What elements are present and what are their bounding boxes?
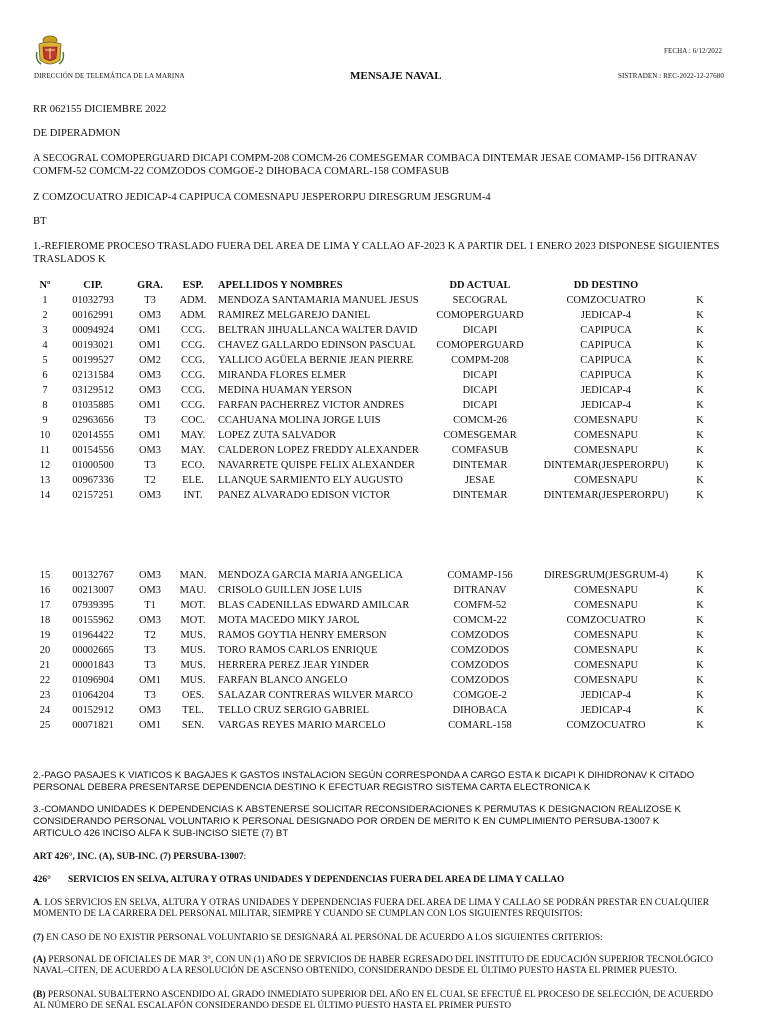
row-grade: OM1: [139, 400, 161, 411]
table-row: [30, 353, 720, 368]
row-cip: 00154556: [72, 445, 114, 456]
row-cip: 00002665: [72, 645, 114, 656]
row-number: 4: [42, 340, 48, 351]
row-specialty: MUS.: [180, 630, 206, 641]
row-specialty: MAN.: [179, 570, 207, 581]
table-row: [30, 613, 720, 628]
row-number: 14: [39, 490, 51, 501]
row-current-unit: DIHOBACA: [452, 705, 508, 716]
row-name: MIRANDA FLORES ELMER: [218, 370, 347, 381]
row-cip: 07939395: [72, 600, 114, 611]
row-current-unit: COMZODOS: [450, 645, 510, 656]
row-grade: T3: [144, 460, 156, 471]
row-number: 25: [39, 720, 51, 731]
row-specialty: MOT.: [180, 600, 206, 611]
item3-line-1: 3.-COMANDO UNIDADES K DEPENDENCIAS K ABSTENERSE SOLICITAR RECONSIDERACIONES K PERMUTAS K DESIGNACION REALIZOSE K: [33, 804, 681, 815]
row-specialty: CCG.: [181, 400, 205, 411]
row-cip: 03129512: [72, 385, 114, 396]
clause-a-text: . LOS SERVICIOS EN SELVA, ALTURA Y OTRAS UNIDADES Y DEPENDENCIAS FUERA DEL AREA DE LIMA Y CALLAO SE PODRÁN PRESTAR EN CUALQUIER: [39, 898, 709, 908]
row-destination-unit: CAPIPUCA: [580, 370, 632, 381]
table-body-b: [30, 568, 720, 733]
table-row: [30, 598, 720, 613]
row-grade: OM3: [139, 445, 161, 456]
subclause-a-line-1: [33, 955, 713, 967]
row-cip: 00967336: [72, 475, 114, 486]
row-cip: 00155962: [72, 615, 114, 626]
row-grade: OM3: [139, 570, 161, 581]
row-destination-unit: JEDICAP-4: [580, 705, 632, 716]
row-grade: OM1: [139, 325, 161, 336]
row-name: CHAVEZ GALLARDO EDINSON PASCUAL: [218, 340, 416, 351]
article-reference-bold: ART 426°, INC. (A), SUB-INC. (7) PERSUBA-13007: [33, 852, 244, 862]
subclause-b-line-1: [33, 990, 713, 1002]
table-row: [30, 443, 720, 458]
row-name: YALLICO AGÜELA BERNIE JEAN PIERRE: [218, 355, 414, 366]
row-cip: 00094924: [72, 325, 114, 336]
subclause-a-line-2: NAVAL–CITEN, DE ACUERDO A LA RESOLUCIÓN DE ASCENSO OBTENIDO, CONSIDERANDO DESDE EL ÚLTIMO PUESTO HASTA EL PRIMER PUESTO.: [33, 966, 677, 976]
date-label: FECHA : 6/12/2022: [664, 47, 723, 55]
row-number: 19: [39, 630, 51, 641]
row-destination-unit: COMESNAPU: [573, 675, 639, 686]
row-specialty: INT.: [183, 490, 203, 501]
row-k: K: [696, 310, 704, 321]
table-row: [30, 583, 720, 598]
row-name: MENDOZA GARCIA MARIA ANGELICA: [218, 570, 404, 581]
row-destination-unit: COMESNAPU: [573, 430, 639, 441]
row-grade: OM3: [139, 385, 161, 396]
row-number: 9: [42, 415, 48, 426]
subclause-7-text: EN CASO DE NO EXISTIR PERSONAL VOLUNTARIO SE DESIGNARÁ AL PERSONAL DE ACUERDO A LOS SIGUIENTES CRITERIOS:: [43, 933, 603, 943]
row-k: K: [696, 325, 704, 336]
row-name: TELLO CRUZ SERGIO GABRIEL: [218, 705, 369, 716]
row-number: 18: [39, 615, 51, 626]
row-specialty: CCG.: [181, 370, 205, 381]
row-name: LOPEZ ZUTA SALVADOR: [218, 430, 337, 441]
row-k: K: [696, 460, 704, 471]
row-k: K: [696, 295, 704, 306]
row-number: 11: [39, 445, 50, 456]
row-k: K: [696, 415, 704, 426]
row-specialty: CCG.: [181, 325, 205, 336]
row-destination-unit: COMESNAPU: [573, 630, 639, 641]
table-row: [30, 673, 720, 688]
table-body-a: [30, 293, 720, 503]
row-specialty: TEL.: [182, 705, 204, 716]
table-row: [30, 628, 720, 643]
row-grade: OM3: [139, 705, 161, 716]
row-current-unit: COMGOE-2: [453, 690, 507, 701]
row-k: K: [696, 400, 704, 411]
row-cip: 00213007: [72, 585, 114, 596]
row-grade: OM3: [139, 490, 161, 501]
table-row: [30, 458, 720, 473]
row-grade: T2: [144, 630, 156, 641]
row-destination-unit: CAPIPUCA: [580, 355, 632, 366]
row-number: 15: [39, 570, 51, 581]
col-header-destination: DD DESTINO: [573, 279, 639, 291]
row-grade: OM1: [139, 340, 161, 351]
row-current-unit: DICAPI: [462, 385, 498, 396]
row-cip: 00152912: [72, 705, 114, 716]
row-destination-unit: COMESNAPU: [573, 415, 639, 426]
org-name: DIRECCIÓN DE TELEMÁTICA DE LA MARINA: [34, 72, 185, 80]
table-row: [30, 293, 720, 308]
row-current-unit: COMOPERGUARD: [436, 340, 524, 351]
row-k: K: [696, 645, 704, 656]
item1-line-2: TRASLADOS K: [33, 254, 106, 265]
row-specialty: MAY.: [180, 445, 206, 456]
row-destination-unit: COMZOCUATRO: [566, 295, 646, 306]
row-destination-unit: COMZOCUATRO: [566, 615, 646, 626]
subclause-a-label: (A): [33, 955, 47, 965]
row-specialty: COC.: [181, 415, 205, 426]
row-k: K: [696, 690, 704, 701]
col-header-cip: CIP.: [83, 279, 103, 291]
subclause-b-label: (B): [33, 990, 46, 1000]
sistraden-label: SISTRADEN : REC-2022-12-27680: [618, 72, 724, 80]
row-k: K: [696, 430, 704, 441]
row-current-unit: SECOGRAL: [452, 295, 508, 306]
row-current-unit: COMPM-208: [451, 355, 509, 366]
row-grade: OM3: [139, 585, 161, 596]
row-k: K: [696, 600, 704, 611]
row-cip: 01035885: [72, 400, 114, 411]
col-header-k: [680, 277, 720, 293]
row-k: K: [696, 675, 704, 686]
row-specialty: MAY.: [180, 430, 206, 441]
subclause-7: [33, 933, 603, 945]
row-current-unit: COMAMP-156: [447, 570, 513, 581]
row-current-unit: DITRANAV: [453, 585, 507, 596]
row-destination-unit: DINTEMAR(JESPERORPU): [543, 460, 669, 471]
row-k: K: [696, 370, 704, 381]
row-specialty: MUS.: [180, 675, 206, 686]
section-number: 426°: [33, 875, 51, 885]
row-current-unit: COMZODOS: [450, 630, 510, 641]
row-destination-unit: JEDICAP-4: [580, 690, 632, 701]
row-name: FARFAN BLANCO ANGELO: [218, 675, 348, 686]
row-specialty: CCG.: [181, 355, 205, 366]
row-name: MEDINA HUAMAN YERSON: [218, 385, 353, 396]
col-header-specialty: ESP.: [182, 279, 204, 291]
de-line: DE DIPERADMON: [33, 128, 121, 139]
row-number: 12: [39, 460, 51, 471]
row-name: CRISOLO GUILLEN JOSE LUIS: [218, 585, 363, 596]
row-name: HERRERA PEREZ JEAR YINDER: [218, 660, 370, 671]
item3-line-3: ARTICULO 426 INCISO ALFA K SUB-INCISO SIETE (7) BT: [33, 828, 289, 839]
row-name: BLAS CADENILLAS EDWARD AMILCAR: [218, 600, 410, 611]
row-specialty: MOT.: [180, 615, 206, 626]
row-grade: T3: [144, 690, 156, 701]
row-current-unit: DICAPI: [462, 325, 498, 336]
row-k: K: [696, 720, 704, 731]
row-cip: 00132767: [72, 570, 114, 581]
row-specialty: MUS.: [180, 660, 206, 671]
table-row: [30, 368, 720, 383]
row-name: BELTRAN JIHUALLANCA WALTER DAVID: [218, 325, 418, 336]
item1-line-1: 1.-REFIEROME PROCESO TRASLADO FUERA DEL AREA DE LIMA Y CALLAO AF-2023 K A PARTIR DEL 1 ENERO 2023 DISPONESE SIGUIENTES: [33, 241, 720, 252]
row-name: CCAHUANA MOLINA JORGE LUIS: [218, 415, 381, 426]
row-k: K: [696, 705, 704, 716]
table-row: [30, 688, 720, 703]
row-specialty: MAU.: [179, 585, 207, 596]
row-name: TORO RAMOS CARLOS ENRIQUE: [218, 645, 378, 656]
table-row: [30, 338, 720, 353]
col-header-number: Nº: [39, 279, 51, 291]
article-colon: :: [243, 852, 247, 862]
table-row: [30, 398, 720, 413]
clause-a-line-2: MOMENTO DE LA CARRERA DEL PERSONAL MILITAR, SIEMPRE Y CUANDO SE CUMPLAN CON LOS SIGUIENTES REQUISITOS:: [33, 909, 583, 919]
row-grade: OM1: [139, 675, 161, 686]
row-destination-unit: COMESNAPU: [573, 660, 639, 671]
row-cip: 00071821: [72, 720, 114, 731]
row-cip: 02963656: [72, 415, 114, 426]
row-specialty: MUS.: [180, 645, 206, 656]
row-specialty: ELE.: [182, 475, 204, 486]
row-specialty: ECO.: [181, 460, 205, 471]
row-cip: 01964422: [72, 630, 114, 641]
row-k: K: [696, 385, 704, 396]
row-number: 22: [39, 675, 51, 686]
row-grade: OM3: [139, 310, 161, 321]
row-name: LLANQUE SARMIENTO ELY AUGUSTO: [218, 475, 403, 486]
row-cip: 00199527: [72, 355, 114, 366]
row-name: MENDOZA SANTAMARIA MANUEL JESUS: [218, 295, 419, 306]
row-number: 2: [42, 310, 48, 321]
row-k: K: [696, 630, 704, 641]
table-row: [30, 473, 720, 488]
row-k: K: [696, 585, 704, 596]
row-current-unit: COMCM-22: [453, 615, 507, 626]
subclause-b-text: PERSONAL SUBALTERNO ASCENDIDO AL GRADO INMEDIATO SUPERIOR DEL AÑO EN EL CUAL SE EFECTUÉ EL PROCESO DE SELECCIÓN, DE ACUERDO: [45, 990, 713, 1000]
navy-emblem-logo: [35, 34, 65, 70]
row-name: RAMOS GOYTIA HENRY EMERSON: [218, 630, 387, 641]
row-current-unit: DICAPI: [462, 370, 498, 381]
row-cip: 00162991: [72, 310, 114, 321]
col-header-current: DD ACTUAL: [449, 279, 511, 291]
row-current-unit: COMARL-158: [448, 720, 512, 731]
row-number: 8: [42, 400, 48, 411]
row-specialty: CCG.: [181, 385, 205, 396]
row-number: 6: [42, 370, 48, 381]
row-name: MOTA MACEDO MIKY JAROL: [218, 615, 360, 626]
row-number: 21: [39, 660, 51, 671]
row-grade: T3: [144, 295, 156, 306]
row-name: PANEZ ALVARADO EDISON VICTOR: [218, 490, 391, 501]
item2-line-2: PERSONAL DEBERA PRESENTARSE DEPENDENCIA DESTINO K EFECTUAR REGISTRO SISTEMA CARTA ELECTRONICA K: [33, 782, 591, 793]
row-k: K: [696, 490, 704, 501]
row-number: 13: [39, 475, 51, 486]
row-number: 24: [39, 705, 51, 716]
row-current-unit: COMFASUB: [451, 445, 509, 456]
row-current-unit: COMCM-26: [453, 415, 507, 426]
row-grade: OM3: [139, 615, 161, 626]
row-specialty: ADM.: [179, 310, 207, 321]
table-row: [30, 488, 720, 503]
table-row: [30, 643, 720, 658]
row-current-unit: COMFM-52: [453, 600, 507, 611]
row-number: 20: [39, 645, 51, 656]
row-grade: T2: [144, 475, 156, 486]
row-number: 17: [39, 600, 51, 611]
row-destination-unit: DINTEMAR(JESPERORPU): [543, 490, 669, 501]
row-destination-unit: CAPIPUCA: [580, 325, 632, 336]
row-k: K: [696, 340, 704, 351]
table-row: [30, 308, 720, 323]
row-current-unit: COMZODOS: [450, 660, 510, 671]
section-title: SERVICIOS EN SELVA, ALTURA Y OTRAS UNIDADES Y DEPENDENCIAS FUERA DEL AREA DE LIMA Y CALLAO: [68, 875, 565, 885]
col-header-grade: GRA.: [137, 279, 163, 291]
table-header-row: [30, 277, 720, 293]
row-grade: T3: [144, 660, 156, 671]
row-k: K: [696, 355, 704, 366]
row-number: 5: [42, 355, 48, 366]
row-name: VARGAS REYES MARIO MARCELO: [218, 720, 386, 731]
a-line-2: COMFM-52 COMCM-22 COMZODOS COMGOE-2 DIHOBACA COMARL-158 COMFASUB: [33, 166, 449, 177]
row-name: RAMIREZ MELGAREJO DANIEL: [218, 310, 371, 321]
row-cip: 01032793: [72, 295, 114, 306]
row-name: SALAZAR CONTRERAS WILVER MARCO: [218, 690, 413, 701]
a-line-1: A SECOGRAL COMOPERGUARD DICAPI COMPM-208 COMCM-26 COMESGEMAR COMBACA DINTEMAR JESAE COMAMP-156 DITRANAV: [33, 153, 698, 164]
table-row: [30, 718, 720, 733]
row-current-unit: JESAE: [464, 475, 496, 486]
page-title: MENSAJE NAVAL: [350, 70, 442, 82]
row-cip: 00193021: [72, 340, 114, 351]
row-destination-unit: COMESNAPU: [573, 585, 639, 596]
row-number: 1: [42, 295, 48, 306]
row-current-unit: DINTEMAR: [452, 460, 508, 471]
row-specialty: ADM.: [179, 295, 207, 306]
row-specialty: OES.: [181, 690, 205, 701]
clause-a-line-1: [33, 898, 709, 910]
rr-line: RR 062155 DICIEMBRE 2022: [33, 104, 167, 115]
row-current-unit: COMESGEMAR: [443, 430, 517, 441]
row-cip: 02014555: [72, 430, 114, 441]
row-grade: OM2: [139, 355, 161, 366]
row-destination-unit: COMESNAPU: [573, 475, 639, 486]
row-current-unit: COMOPERGUARD: [436, 310, 524, 321]
row-k: K: [696, 475, 704, 486]
row-cip: 02131584: [72, 370, 114, 381]
row-destination-unit: COMESNAPU: [573, 445, 639, 456]
row-number: 7: [42, 385, 48, 396]
row-specialty: CCG.: [181, 340, 205, 351]
row-destination-unit: DIRESGRUM(JESGRUM-4): [543, 570, 669, 581]
subclause-7-label: (7): [33, 933, 44, 943]
row-destination-unit: COMESNAPU: [573, 645, 639, 656]
row-name: NAVARRETE QUISPE FELIX ALEXANDER: [218, 460, 415, 471]
row-destination-unit: JEDICAP-4: [580, 310, 632, 321]
row-cip: 01096904: [72, 675, 114, 686]
table-row: [30, 703, 720, 718]
row-specialty: SEN.: [181, 720, 205, 731]
row-cip: 01000500: [72, 460, 114, 471]
row-number: 3: [42, 325, 48, 336]
row-grade: OM3: [139, 370, 161, 381]
article-reference: [33, 852, 246, 864]
subclause-b-line-2: AL NÚMERO DE SEÑAL ESCALAFÓN CONSIDERANDO DESDE EL ÚLTIMO PUESTO HASTA EL PRIMER PUESTO: [33, 1001, 512, 1011]
row-current-unit: DICAPI: [462, 400, 498, 411]
row-destination-unit: COMZOCUATRO: [566, 720, 646, 731]
transfer-table-a: [30, 277, 720, 503]
row-cip: 02157251: [72, 490, 114, 501]
table-row: [30, 323, 720, 338]
row-grade: T3: [144, 645, 156, 656]
row-current-unit: DINTEMAR: [452, 490, 508, 501]
row-destination-unit: COMESNAPU: [573, 600, 639, 611]
row-grade: T3: [144, 415, 156, 426]
table-row: [30, 413, 720, 428]
row-cip: 00001843: [72, 660, 114, 671]
z-line: Z COMZOCUATRO JEDICAP-4 CAPIPUCA COMESNAPU JESPERORPU DIRESGRUM JESGRUM-4: [33, 192, 491, 203]
row-current-unit: COMZODOS: [450, 675, 510, 686]
row-cip: 01064204: [72, 690, 114, 701]
item3-line-2: CONSIDERANDO PERSONAL VOLUNTARIO K PERSONAL DESIGNADO POR ORDEN DE MERITO K EN CUMPLIMIENTO PERSUBA-13007 K: [33, 816, 660, 827]
row-destination-unit: JEDICAP-4: [580, 385, 632, 396]
row-destination-unit: CAPIPUCA: [580, 340, 632, 351]
table-row: [30, 428, 720, 443]
row-destination-unit: JEDICAP-4: [580, 400, 632, 411]
row-k: K: [696, 615, 704, 626]
col-header-name: APELLIDOS Y NOMBRES: [218, 279, 343, 291]
transfer-table-b: [30, 568, 720, 733]
row-grade: T1: [144, 600, 156, 611]
row-name: FARFAN PACHERREZ VICTOR ANDRES: [218, 400, 405, 411]
table-row: [30, 383, 720, 398]
row-name: CALDERON LOPEZ FREDDY ALEXANDER: [218, 445, 419, 456]
row-number: 10: [39, 430, 51, 441]
table-row: [30, 568, 720, 583]
item2-line-1: 2.-PAGO PASAJES K VIATICOS K BAGAJES K GASTOS INSTALACION SEGÚN CORRESPONDA A CARGO ESTA K DICAPI K DIHIDRONAV K CITADO: [33, 770, 695, 781]
row-grade: OM1: [139, 720, 161, 731]
row-grade: OM1: [139, 430, 161, 441]
row-number: 16: [39, 585, 51, 596]
table-row: [30, 658, 720, 673]
bt-line: BT: [33, 216, 47, 227]
row-k: K: [696, 445, 704, 456]
row-number: 23: [39, 690, 51, 701]
row-k: K: [696, 570, 704, 581]
clause-a-label: A: [33, 898, 40, 908]
subclause-a-text: PERSONAL DE OFICIALES DE MAR 3°, CON UN (1) AÑO DE SERVICIOS DE HABER EGRESADO DEL INSTITUTO DE EDUCACIÓN SUPERIOR TECNOLÓGICO: [46, 955, 714, 965]
row-k: K: [696, 660, 704, 671]
